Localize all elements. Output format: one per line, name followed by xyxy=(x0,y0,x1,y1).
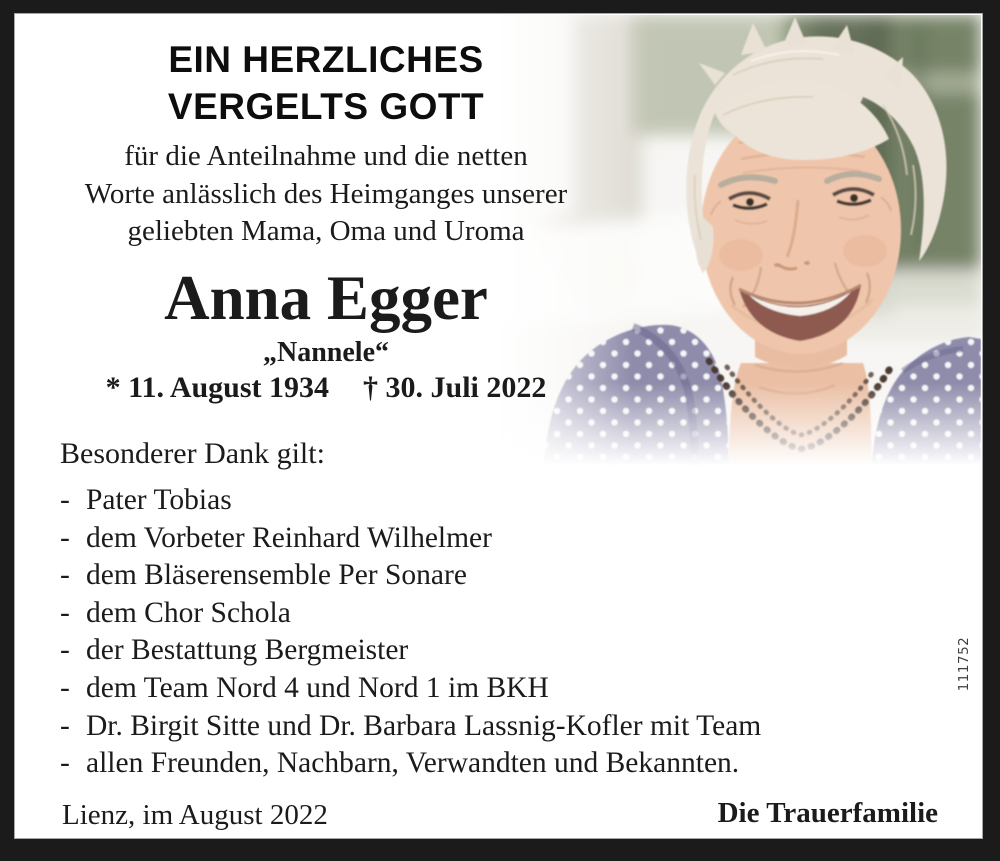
thanks-section xyxy=(60,436,910,783)
thanks-item-text: Pater Tobias xyxy=(86,484,232,516)
thanks-item xyxy=(60,557,910,595)
list-dash: - xyxy=(60,634,70,667)
thanks-item xyxy=(60,482,910,520)
thanks-item xyxy=(60,670,910,708)
thanks-heading: Besonderer Dank gilt: xyxy=(60,437,325,470)
intro-line-2: Worte anlässlich des Heimganges unserer xyxy=(84,177,568,210)
birth-date: * 11. August 1934 xyxy=(105,370,330,404)
thanks-item-text: dem Chor Schola xyxy=(86,596,291,629)
thanks-item xyxy=(60,708,910,746)
thanks-item-text: Dr. Birgit Sitte und Dr. Barbara Lassnig-Kofler mit Team xyxy=(86,709,762,742)
thanks-item-text: der Bestattung Bergmeister xyxy=(86,634,409,667)
list-dash: - xyxy=(60,671,70,704)
place-and-date: Lienz, im August 2022 xyxy=(62,799,328,831)
signature-trauerfamilie: Die Trauerfamilie xyxy=(717,797,938,829)
thanks-item xyxy=(60,745,910,783)
list-dash: - xyxy=(60,521,70,554)
death-date: † 30. Juli 2022 xyxy=(363,370,547,404)
deceased-name: Anna Egger xyxy=(164,262,488,333)
thanks-item-text: dem Bläserensemble Per Sonare xyxy=(86,559,467,592)
list-dash: - xyxy=(60,484,70,516)
intro-line-1: für die Anteilnahme und die netten xyxy=(124,140,528,172)
thanks-item-text: dem Vorbeter Reinhard Wilhelmer xyxy=(86,521,492,554)
list-dash: - xyxy=(60,559,70,592)
thanks-item xyxy=(60,632,910,670)
notice-text-column xyxy=(20,36,632,407)
reference-number: 111752 xyxy=(956,636,972,692)
deceased-nickname: „Nannele“ xyxy=(263,336,389,368)
intro-paragraph xyxy=(20,138,632,251)
list-dash: - xyxy=(60,747,70,780)
header-line-1: EIN HERZLICHES xyxy=(168,39,484,80)
list-dash: - xyxy=(60,596,70,629)
thanks-item xyxy=(60,520,910,558)
header-line-2: VERGELTS GOTT xyxy=(167,86,485,127)
thanks-item-text: allen Freunden, Nachbarn, Verwandten und Bekannten. xyxy=(86,747,740,780)
life-dates xyxy=(20,369,632,407)
thanks-list xyxy=(60,482,910,783)
thanks-item-text: dem Team Nord 4 und Nord 1 im BKH xyxy=(86,671,549,704)
list-dash: - xyxy=(60,709,70,742)
intro-line-3: geliebten Mama, Oma und Uroma xyxy=(127,215,525,247)
thanks-item xyxy=(60,595,910,633)
